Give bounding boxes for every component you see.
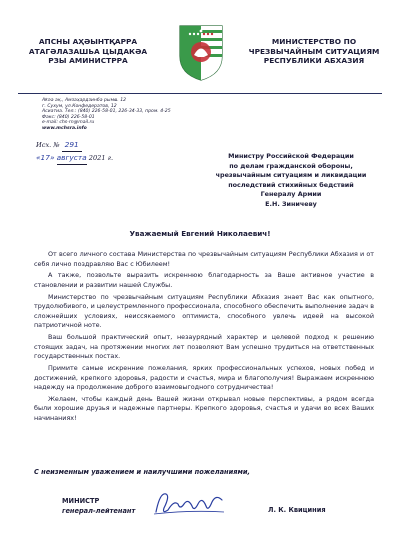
org-line: РЗЫ АМИНИСТРРА: [48, 56, 128, 65]
website-link[interactable]: www.mchsra.info: [42, 125, 87, 131]
salutation: Уважаемый Евгений Николаевич!: [129, 229, 271, 238]
org-line: ЧРЕЗВЫЧАЙНЫМ СИТУАЦИЯМ: [248, 46, 380, 56]
signatory-title: [62, 497, 135, 516]
org-line: РЕСПУБЛИКИ АБХАЗИЯ: [263, 56, 365, 65]
body-paragraph: А также, позвольте выразить искреннюю благодарность за Ваше активное участие в становлении и развитии нашей Службы.: [34, 271, 374, 289]
addressee-line: Е.Н. Зиничеву: [265, 199, 317, 208]
ref-date-year: 2021 г.: [88, 154, 114, 162]
outgoing-reference: [36, 139, 113, 165]
contact-line: Факс: (840) 226-58-01: [42, 114, 95, 120]
signatory-name: Л. К. Квициния: [268, 506, 326, 514]
body-paragraph: Примите самые искренние пожелания, ярких профессиональных успехов, новых побед и достижений, крепкого здоровья, радости и счастья, мира и благополучия! Выражаем искреннюю надежду на продолжение доброго взаимовыгодного сотрудничества!: [34, 364, 374, 392]
contact-line: Асиатиа. Тел.: (840) 226-58-01, 226-34-33, пром. 4-25: [42, 109, 171, 115]
org-line: АТАГӘЛАЗАШЬА ЦЫДАКӘА: [28, 46, 148, 56]
addressee-line: Министру Российской Федерации: [228, 152, 354, 160]
org-name-abkhaz: [18, 37, 158, 66]
signatory-rank: генерал-лейтенант: [62, 506, 136, 515]
contact-line: г. Сухум, ул.Конфедератов, 12: [42, 103, 117, 109]
letter-body: [34, 250, 374, 426]
addressee-line: последствий стихийных бедствий: [228, 180, 354, 189]
org-line: АПСНЫ АҲӘЫНТҚАРРА: [38, 37, 138, 46]
contact-line: e-mail: chs-rn@mail.ru: [42, 120, 95, 126]
org-line: МИНИСТЕРСТВО ПО: [271, 37, 357, 46]
header-divider: [18, 93, 382, 94]
addressee-line: Генералу Армии: [260, 190, 322, 199]
contact-line: Аҟәа ақ., Амзаҳардзинба рымҩ. 12: [42, 98, 127, 103]
emblem-icon: [176, 22, 226, 82]
body-paragraph: От всего личного состава Министерства по чрезвычайным ситуациям Республики Абхазия и от себя лично поздравляю Вас с Юбилеем!: [34, 250, 374, 268]
ref-date-month: августа: [57, 152, 87, 165]
addressee-block: [196, 152, 386, 210]
body-paragraph: Ваш большой практический опыт, незаурядный характер и целевой подход к решению стоящих задач, на протяжении многих лет позволяют Вам успешно трудиться на ответственных государственных постах.: [34, 333, 374, 361]
ref-date-day: «17»: [36, 153, 55, 162]
body-paragraph: Желаем, чтобы каждый день Вашей жизни открывал новые перспективы, а рядом всегда были хорошие друзья и надежные партнеры. Крепкого здоровья, счастья и удачи во всех Ваших начинаниях!: [34, 394, 374, 422]
signatory-position: МИНИСТР: [62, 497, 100, 505]
org-name-russian: [244, 37, 384, 66]
ref-number-value: 291: [62, 139, 82, 152]
handwritten-signature: [150, 486, 228, 518]
closing-line: С неизменным уважением и наилучшими пожеланиями,: [34, 468, 250, 476]
addressee-line: чрезвычайным ситуациям и ликвидации: [215, 171, 367, 180]
contact-block: [42, 98, 182, 132]
body-paragraph: Министерство по чрезвычайным ситуациям Республики Абхазия знает Вас как опытного, трудолюбивого, и целеустремленного профессионала, способного обеспечить выполнение задач в сложнейших условиях, неиссякаемого оптимиста, способного увлечь идеей на высокой патриотичной ноте.: [34, 292, 374, 330]
ref-number-label: Исх. №: [36, 141, 60, 149]
addressee-line: по делам гражданской обороны,: [229, 161, 353, 170]
